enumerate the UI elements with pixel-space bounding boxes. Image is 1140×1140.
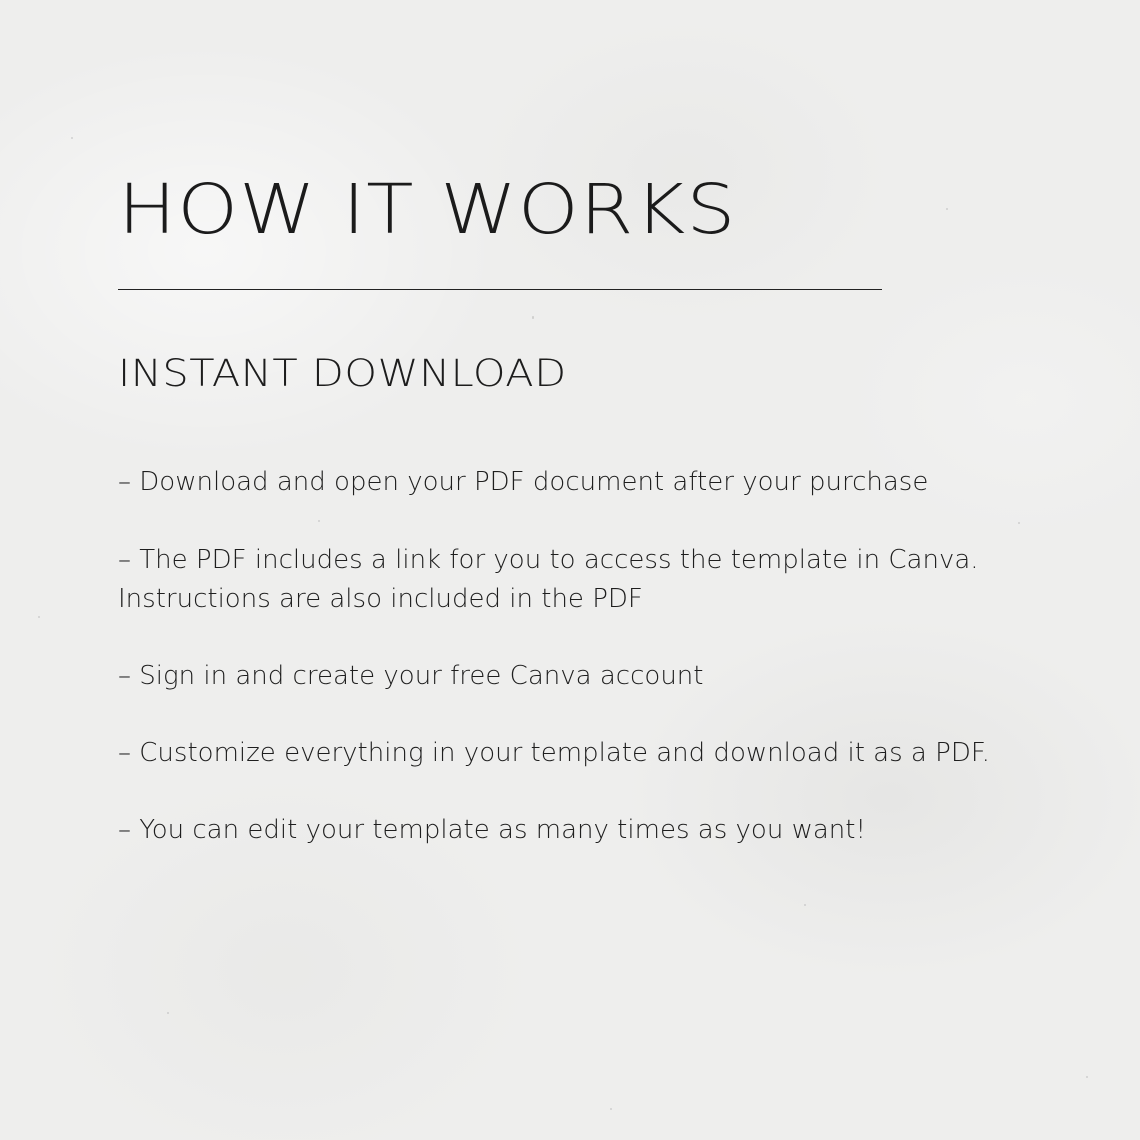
step-line: – Download and open your PDF document after your purchase (118, 467, 929, 497)
title-divider (118, 289, 882, 290)
step-canva-link (118, 541, 979, 619)
step-line: – Customize everything in your template and download it as a PDF. (118, 738, 990, 768)
paper-speck (38, 616, 40, 618)
step-download (118, 463, 928, 502)
step-customize (118, 734, 990, 773)
step-line: – The PDF includes a link for you to access the template in Canva. (118, 545, 979, 575)
step-line: – Sign in and create your free Canva account (118, 661, 704, 691)
step-line: Instructions are also included in the PDF (118, 584, 643, 614)
page-title: HOW IT WORKS (118, 170, 737, 250)
how-it-works-card (118, 0, 1018, 1140)
section-subtitle: INSTANT DOWNLOAD (118, 352, 567, 395)
step-line: – You can edit your template as many times as you want! (118, 815, 866, 845)
paper-speck (71, 137, 73, 139)
step-sign-in (118, 657, 703, 696)
paper-speck (1086, 1076, 1088, 1078)
step-edit (118, 811, 866, 850)
paper-speck (1018, 522, 1020, 524)
